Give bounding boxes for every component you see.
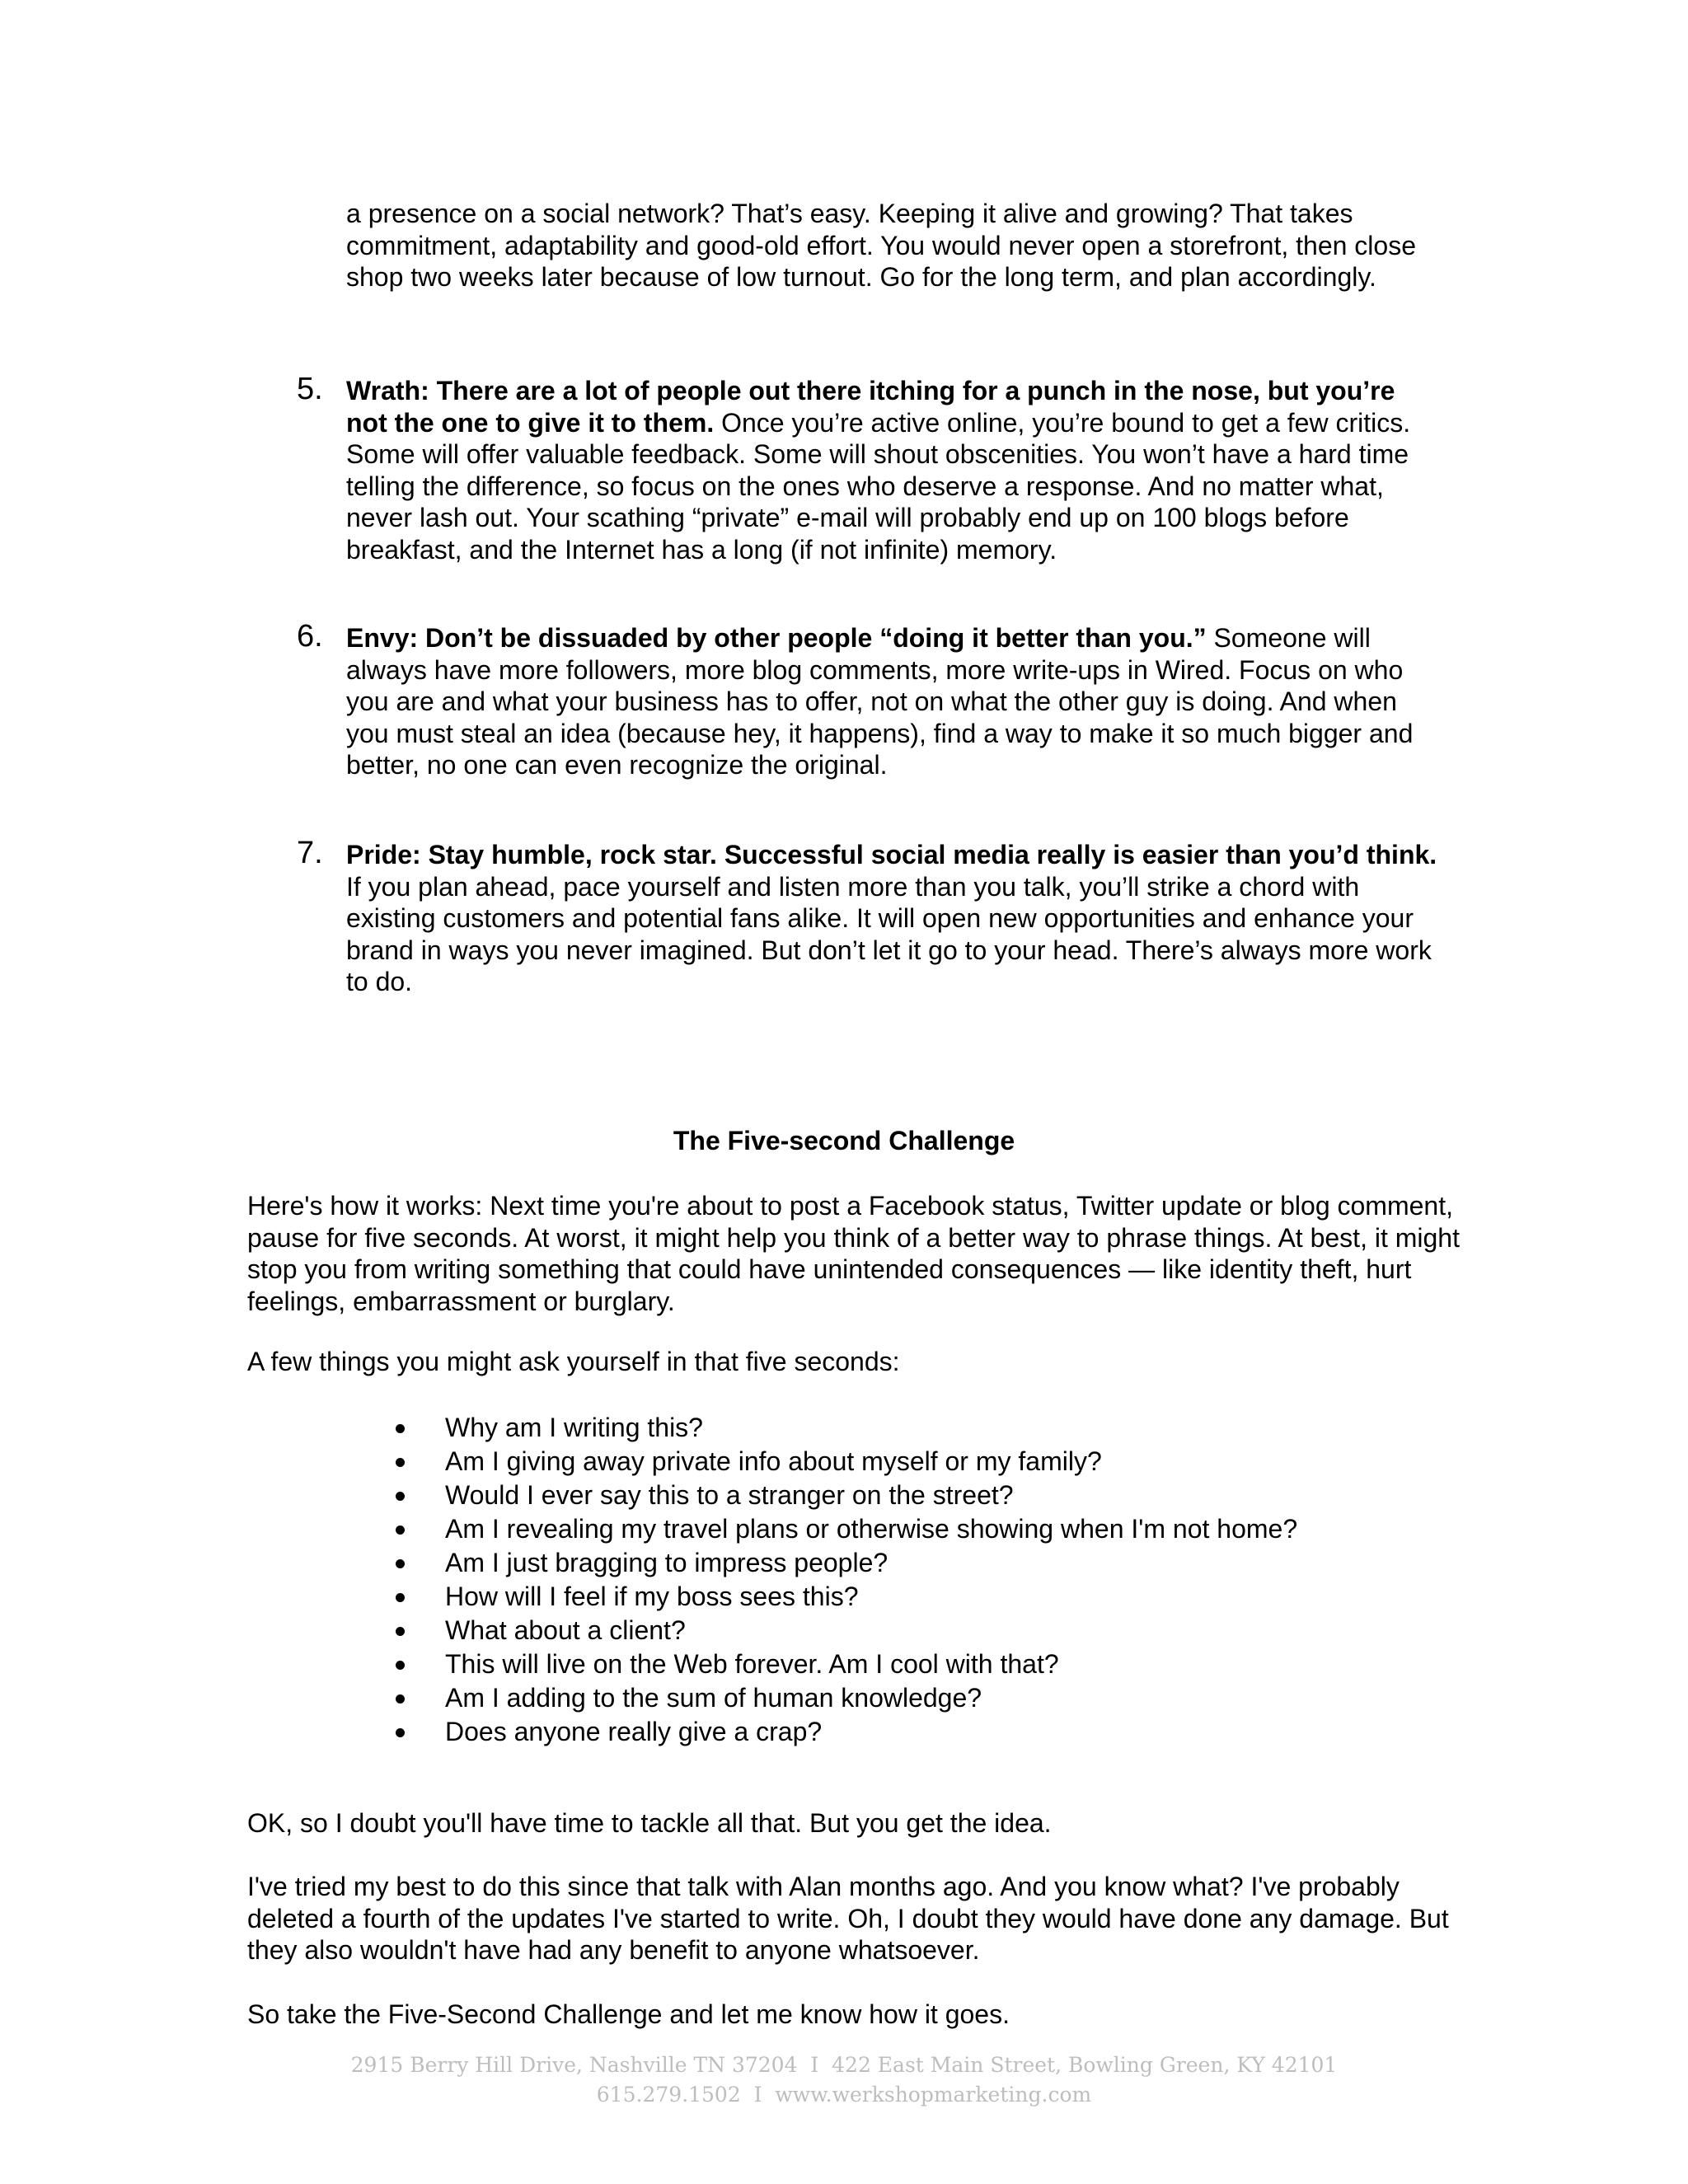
closing-paragraph: So take the Five-Second Challenge and let me know how it goes. [247, 1999, 1010, 2029]
bullet-icon [396, 1627, 405, 1636]
question-text: Am I giving away private info about myself or my family? [445, 1446, 1102, 1476]
question-text: Am I revealing my travel plans or otherwise showing when I'm not home? [445, 1514, 1298, 1544]
list-item-heading: Pride: Stay humble, rock star. Successful social media really is easier than you’d think. [346, 840, 1437, 869]
list-number: 7. [297, 836, 323, 870]
bullet-icon [396, 1593, 405, 1602]
question-text: What about a client? [445, 1615, 686, 1645]
questions-list [392, 1411, 1297, 1749]
question-text: Why am I writing this? [445, 1413, 703, 1442]
question-text: Does anyone really give a crap? [445, 1717, 823, 1746]
list-item-body: If you plan ahead, pace yourself and listen more than you talk, you’ll strike a chord with existing customers and potential fans alike. It will open new opportunities and enhance your brand in ways you never imagined. But don’t let it go to your head. There’s always more work to do. [346, 871, 1432, 996]
bullet-icon [396, 1492, 405, 1501]
list-item [392, 1479, 1297, 1512]
question-text: How will I feel if my boss sees this? [445, 1582, 859, 1611]
question-text: Am I adding to the sum of human knowledge? [445, 1683, 982, 1713]
list-item [392, 1681, 1297, 1715]
footer-address: 2915 Berry Hill Drive, Nashville TN 37204 I 422 East Main Street, Bowling Green, KY 42101 [350, 2053, 1338, 2077]
bullet-icon [396, 1661, 405, 1670]
list-number: 5. [297, 372, 323, 406]
list-item-text [346, 375, 1442, 565]
bullet-icon [396, 1694, 405, 1704]
bullet-icon [396, 1559, 405, 1568]
list-item-envy [297, 619, 1451, 781]
list-item [392, 1546, 1297, 1580]
list-item-wrath [297, 372, 1451, 565]
questions-intro-paragraph: A few things you might ask yourself in that five seconds: [247, 1347, 900, 1376]
bullet-icon [396, 1526, 405, 1535]
list-number: 6. [297, 619, 323, 654]
list-item-body: Someone will always have more followers, more blog comments, more write-ups in Wired. Focus on who you are and what your business has to offer, not on what the other guy is doing. And when you must steal an idea (because hey, it happens), find a way to make it so much bigger and better, no one can even recognize the original. [346, 623, 1414, 780]
list-item [392, 1580, 1297, 1614]
list-item-pride [297, 836, 1451, 998]
section-heading: The Five-second Challenge [673, 1126, 1015, 1155]
bullet-icon [396, 1458, 405, 1467]
list-item-body: Once you’re active online, you’re bound to get a few critics. Some will offer valuable feedback. Some will shout obscenities. You won’t have a hard time telling the difference, so focus on the ones who deserve a response. And no matter what, never lash out. Your scathing “private” e-mail will probably end up on 100 blogs before breakfast, and the Internet has a long (if not infinite) memory. [346, 407, 1411, 565]
tried-paragraph: I've tried my best to do this since that talk with Alan months ago. And you know what? I've probably deleted a fourth of the updates I've started to write. Oh, I doubt they would have done any damage. But they also wouldn't have had any benefit to anyone whatsoever. [247, 1872, 1449, 1965]
bullet-icon [396, 1728, 405, 1737]
footer-contact: 615.279.1502 I www.werkshopmarketing.com [596, 2083, 1092, 2107]
list-item [392, 1715, 1297, 1749]
list-item [392, 1647, 1297, 1681]
list-item [392, 1614, 1297, 1647]
question-text: This will live on the Web forever. Am I cool with that? [445, 1649, 1059, 1679]
list-item-heading: Envy: Don’t be dissuaded by other people “doing it better than you.” [346, 623, 1207, 653]
ok-paragraph: OK, so I doubt you'll have time to tackle all that. But you get the idea. [247, 1808, 1052, 1838]
question-text: Am I just bragging to impress people? [445, 1548, 889, 1577]
list-item-text [346, 839, 1442, 998]
list-item [392, 1512, 1297, 1546]
list-item [392, 1411, 1297, 1445]
list-item-heading: Wrath: There are a lot of people out there itching for a punch in the nose, but you’re not the one to give it to them. [346, 376, 1395, 438]
list-item-text [346, 622, 1442, 781]
list-item [392, 1445, 1297, 1479]
continued-paragraph: a presence on a social network? That’s easy. Keeping it alive and growing? That takes commitment, adaptability and good-old effort. You would never open a storefront, then close shop two weeks later because of low turnout. Go for the long term, and plan accordingly. [346, 199, 1416, 292]
challenge-intro-paragraph: Here's how it works: Next time you're about to post a Facebook status, Twitter update or blog comment, pause for five seconds. At worst, it might help you think of a better way to phrase things. At best, it might stop you from writing something that could have unintended consequences — like identity theft, hurt feelings, embarrassment or burglary. [247, 1191, 1460, 1316]
bullet-icon [396, 1424, 405, 1433]
question-text: Would I ever say this to a stranger on the street? [445, 1480, 1014, 1510]
